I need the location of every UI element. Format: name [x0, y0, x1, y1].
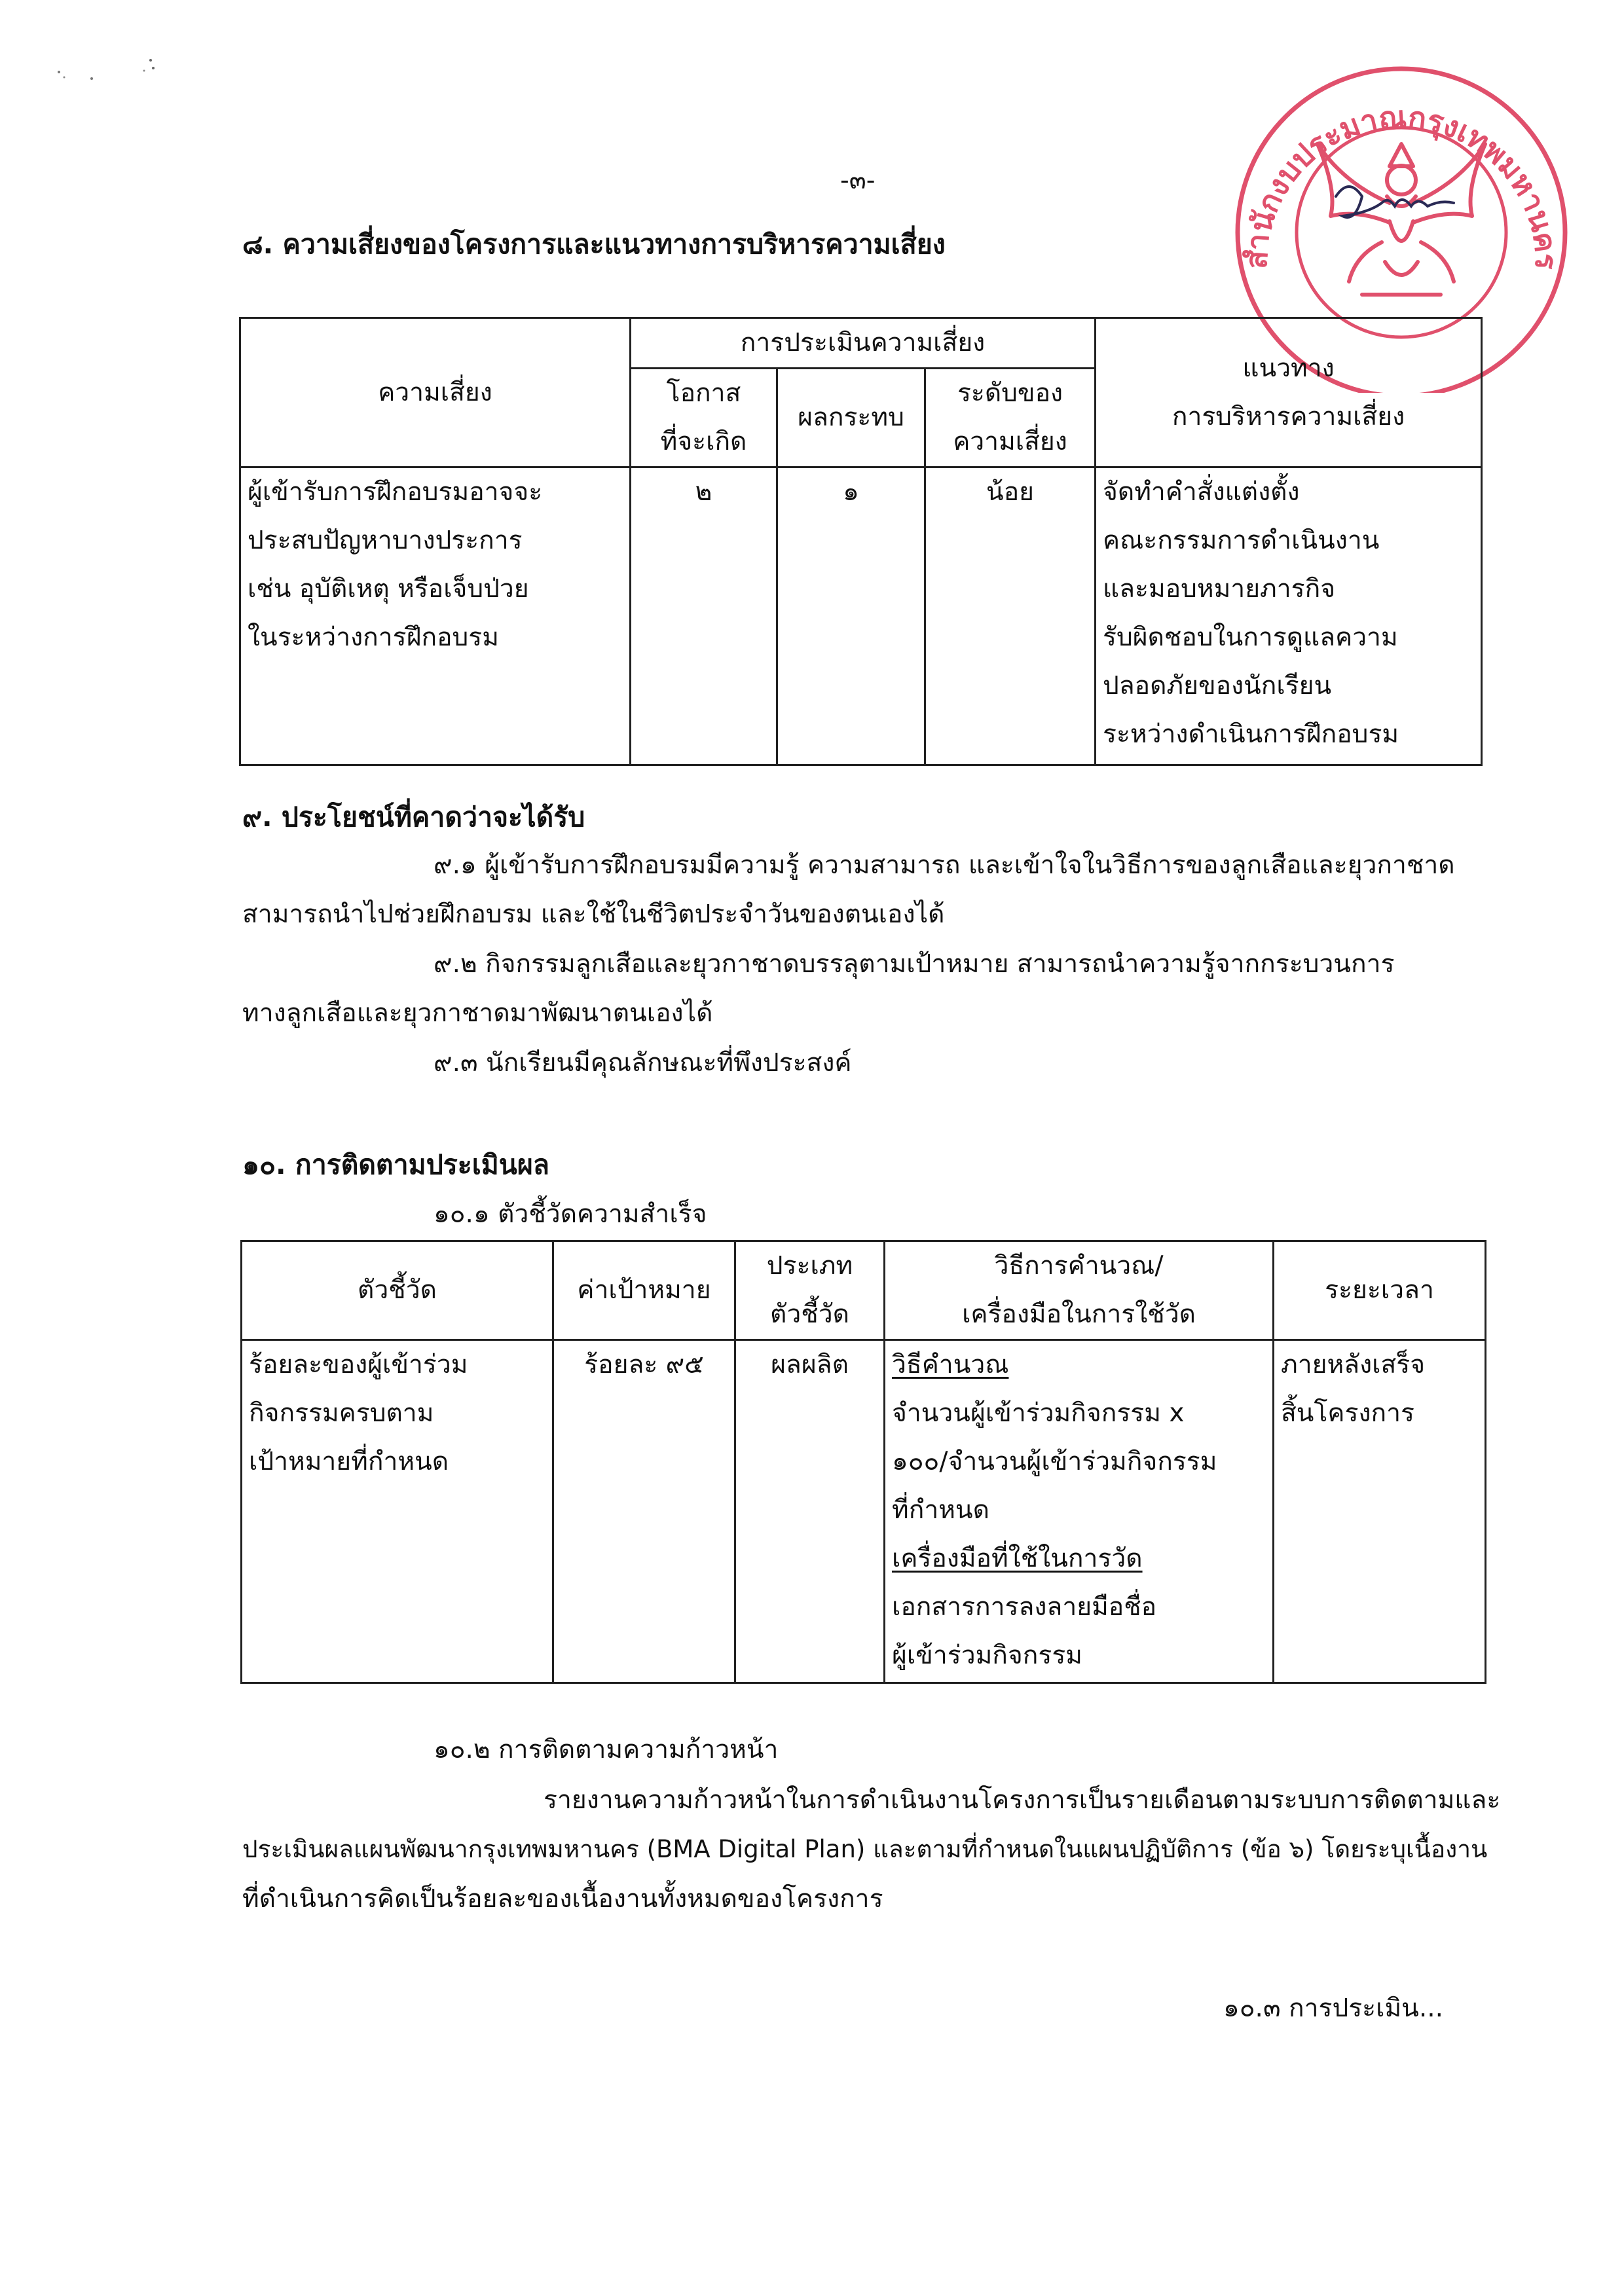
- page-number: -๓-: [840, 166, 876, 194]
- section-9-heading: ๙. ประโยชน์ที่คาดว่าจะได้รับ: [242, 801, 585, 833]
- header-risk-management-line: แนวทาง: [1242, 353, 1335, 383]
- header-method-line: วิธีการคำนวณ/: [994, 1251, 1164, 1281]
- header-indicator-type-line: ตัวชี้วัด: [770, 1300, 849, 1329]
- table-row: [240, 467, 1482, 765]
- section-10-heading: ๑๐. การติดตามประเมินผล: [242, 1149, 549, 1180]
- table-row: [242, 1340, 1486, 1683]
- cell-line: จัดทำคำสั่งแต่งตั้ง: [1103, 477, 1300, 507]
- cell-line: รับผิดชอบในการดูแลความ: [1103, 623, 1398, 652]
- garuda-emblem: [1318, 144, 1485, 295]
- cell-line: เอกสารการลงลายมือชื่อ: [892, 1592, 1157, 1622]
- cell-method: [885, 1340, 1274, 1683]
- benefit-9-3: ๙.๓ นักเรียนมีคุณลักษณะที่พึงประสงค์: [434, 1048, 852, 1078]
- cell-line: ๑๐๐/จำนวนผู้เข้าร่วมกิจกรรม: [892, 1447, 1217, 1476]
- header-time: ระยะเวลา: [1274, 1241, 1486, 1340]
- calc-heading: วิธีคำนวณ: [892, 1350, 1009, 1379]
- cell-line: คณะกรรมการดำเนินงาน: [1103, 526, 1380, 555]
- progress-line-2: ประเมินผลแผนพัฒนากรุงเทพมหานคร (BMA Digital Plan) และตามที่กำหนดในแผนปฏิบัติการ (ข้อ ๖) โดยระบุเนื้องาน: [242, 1835, 1488, 1863]
- header-risk-level-line: ความเสี่ยง: [953, 427, 1067, 456]
- seal-lettering: สำนักงบประมาณกรุงเทพมหานคร: [1238, 99, 1564, 270]
- header-risk-management-line: การบริหารความเสี่ยง: [1172, 401, 1405, 431]
- header-target: ค่าเป้าหมาย: [553, 1241, 735, 1340]
- cell-line: สิ้นโครงการ: [1281, 1398, 1414, 1428]
- header-chance-line: ที่จะเกิด: [660, 427, 747, 456]
- header-chance-line: โอกาส: [666, 378, 741, 408]
- section-8-heading: ๘. ความเสี่ยงของโครงการและแนวทางการบริหารความเสี่ยง: [242, 228, 946, 260]
- scan-specks: [46, 46, 177, 105]
- cell-line: ภายหลังเสร็จ: [1281, 1350, 1426, 1379]
- header-indicator: ตัวชี้วัด: [242, 1241, 553, 1340]
- header-method: [885, 1241, 1274, 1340]
- cell-line: ระหว่างดำเนินการฝึกอบรม: [1103, 720, 1399, 749]
- cell-line: ร้อยละของผู้เข้าร่วม: [249, 1350, 468, 1379]
- tool-heading: เครื่องมือที่ใช้ในการวัด: [892, 1544, 1143, 1573]
- benefit-9-1-line-1: ๙.๑ ผู้เข้ารับการฝึกอบรมมีความรู้ ความสามารถ และเข้าใจในวิธีการของลูกเสือและยุวกาชาด: [434, 850, 1455, 880]
- cell-indicator-type: ผลผลิต: [735, 1340, 885, 1683]
- cell-line: เช่น อุบัติเหตุ หรือเจ็บป่วย: [248, 574, 529, 604]
- subsection-10-1: ๑๐.๑ ตัวชี้วัดความสำเร็จ: [434, 1199, 707, 1229]
- cell-chance: ๒: [631, 467, 777, 765]
- cell-line: ผู้เข้ารับการฝึกอบรมอาจจะ: [248, 477, 543, 507]
- header-risk-assessment: การประเมินความเสี่ยง: [631, 318, 1096, 369]
- cell-impact: ๑: [777, 467, 925, 765]
- benefit-9-2-line-2: ทางลูกเสือและยุวกาชาดมาพัฒนาตนเองได้: [242, 998, 713, 1028]
- cell-line: เป้าหมายที่กำหนด: [249, 1447, 449, 1476]
- cell-management: [1096, 467, 1482, 765]
- cell-line: ผู้เข้าร่วมกิจกรรม: [892, 1641, 1082, 1670]
- cell-line: จำนวนผู้เข้าร่วมกิจกรรม x: [892, 1398, 1185, 1428]
- cell-risk: [240, 467, 631, 765]
- cell-line: และมอบหมายภารกิจ: [1103, 574, 1336, 604]
- cell-indicator: [242, 1340, 553, 1683]
- cell-line: กิจกรรมครบตาม: [249, 1398, 434, 1428]
- benefit-9-1-line-2: สามารถนำไปช่วยฝึกอบรม และใช้ในชีวิตประจำวันของตนเองได้: [242, 900, 945, 929]
- cell-line: ที่กำหนด: [892, 1495, 989, 1525]
- cell-line: ในระหว่างการฝึกอบรม: [248, 623, 499, 652]
- next-page-continuation: ๑๐.๓ การประเมิน...: [1223, 1994, 1444, 2023]
- header-indicator-type-line: ประเภท: [766, 1251, 853, 1281]
- header-risk-level: [925, 369, 1096, 467]
- risk-table: [239, 317, 1483, 766]
- subsection-10-2: ๑๐.๒ การติดตามความก้าวหน้า: [434, 1735, 779, 1764]
- header-impact: ผลกระทบ: [777, 369, 925, 467]
- cell-line: ปลอดภัยของนักเรียน: [1103, 671, 1332, 701]
- header-method-line: เครื่องมือในการใช้วัด: [962, 1300, 1196, 1329]
- kpi-table: [240, 1240, 1486, 1684]
- cell-target: ร้อยละ ๙๕: [553, 1340, 735, 1683]
- cell-line: ประสบปัญหาบางประการ: [248, 526, 523, 555]
- header-chance: [631, 369, 777, 467]
- progress-line-3: ที่ดำเนินการคิดเป็นร้อยละของเนื้องานทั้งหมดของโครงการ: [242, 1884, 883, 1914]
- cell-risk-level: น้อย: [925, 467, 1096, 765]
- header-risk: ความเสี่ยง: [240, 318, 631, 467]
- header-risk-level-line: ระดับของ: [957, 378, 1063, 408]
- header-indicator-type: [735, 1241, 885, 1340]
- cell-time: [1274, 1340, 1486, 1683]
- benefit-9-2-line-1: ๙.๒ กิจกรรมลูกเสือและยุวกาชาดบรรลุตามเป้าหมาย สามารถนำความรู้จากกระบวนการ: [434, 949, 1395, 979]
- progress-line-1: รายงานความก้าวหน้าในการดำเนินงานโครงการเป็นรายเดือนตามระบบการติดตามและ: [544, 1785, 1501, 1815]
- header-risk-management: [1096, 318, 1482, 467]
